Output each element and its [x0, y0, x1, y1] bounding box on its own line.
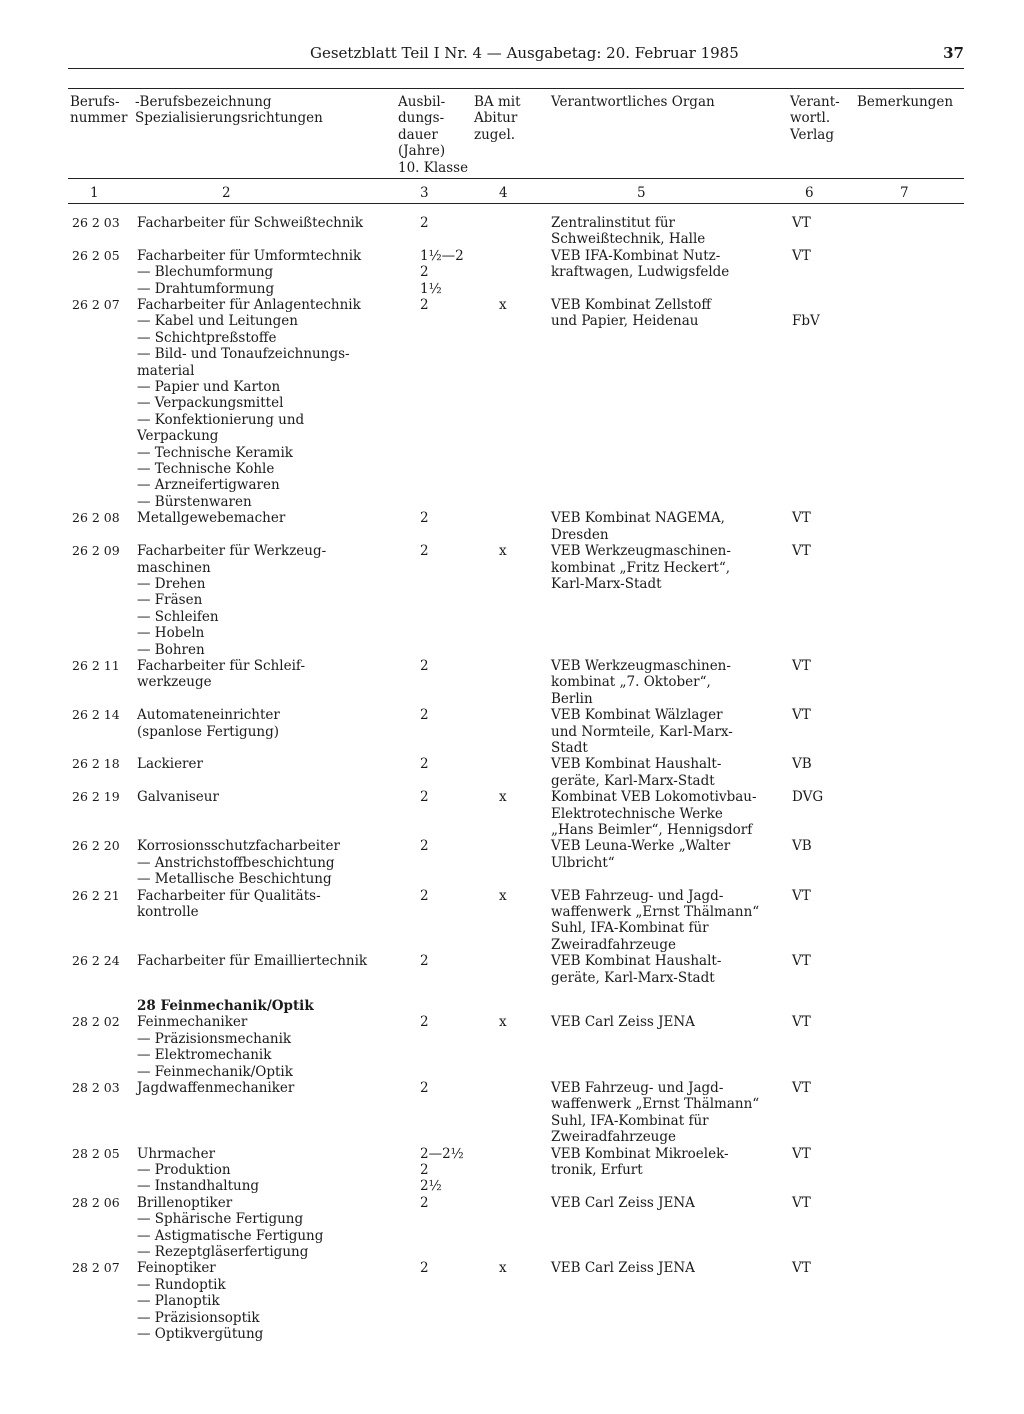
- verantwortliches-organ-line: VEB Carl Zeiss JENA: [551, 1194, 695, 1211]
- berufsbezeichnung: [137, 543, 407, 658]
- verantwortliches-organ-line: kraftwagen, Ludwigsfelde: [551, 264, 730, 281]
- berufsbezeichnung-line: — Technische Kohle: [137, 461, 275, 478]
- verlag: [792, 888, 847, 904]
- berufsbezeichnung-line: Facharbeiter für Emailliertechnik: [137, 953, 368, 970]
- berufsbezeichnung: [137, 707, 407, 740]
- verantwortliches-organ-line: Suhl, IFA-Kombinat für: [551, 920, 709, 937]
- verantwortliches-organ-line: „Hans Beimler“, Hennigsdorf: [551, 821, 753, 838]
- table-row: [0, 953, 1024, 986]
- abitur-mark: x: [499, 887, 507, 904]
- ausbildungsdauer-line: 2: [420, 215, 429, 231]
- berufsbezeichnung-line: Lackierer: [137, 756, 203, 773]
- ausbildungsdauer-line: 2: [420, 1161, 429, 1178]
- berufsbezeichnung-line: — Sphärische Fertigung: [137, 1211, 304, 1228]
- berufsbezeichnung: [137, 248, 407, 297]
- ausbildungsdauer-line: 2: [420, 297, 429, 314]
- verantwortliches-organ-line: waffenwerk „Ernst Thälmann“: [551, 1096, 760, 1113]
- berufsbezeichnung-line: — Kabel und Leitungen: [137, 313, 298, 330]
- verantwortliches-organ-line: Stadt: [551, 739, 588, 756]
- berufsnummer: 26 2 11: [72, 657, 120, 673]
- verantwortliches-organ-line: kombinat „7. Oktober“,: [551, 674, 711, 691]
- verantwortliches-organ-line: VEB Carl Zeiss JENA: [551, 1014, 695, 1031]
- verlag: [792, 1146, 847, 1162]
- column-header-ausbildungsdauer: Ausbil- dungs- dauer (Jahre) 10. Klasse: [398, 94, 469, 176]
- berufsnummer: 26 2 21: [72, 887, 120, 903]
- verantwortliches-organ-line: VEB Carl Zeiss JENA: [551, 1260, 695, 1277]
- verantwortliches-organ-line: Suhl, IFA-Kombinat für: [551, 1112, 709, 1129]
- verantwortliches-organ: [551, 789, 776, 838]
- berufsbezeichnung-line: — Bild- und Tonaufzeichnungs-: [137, 346, 350, 363]
- verantwortliches-organ-line: VEB Werkzeugmaschinen-: [551, 657, 731, 674]
- ausbildungsdauer: [420, 789, 480, 805]
- column-number: 7: [900, 185, 909, 201]
- verantwortliches-organ: [551, 953, 776, 986]
- verlag-line: VT: [792, 1145, 811, 1162]
- ausbildungsdauer: [420, 543, 480, 559]
- verantwortliches-organ: [551, 215, 776, 248]
- running-title: Gesetzblatt Teil I Nr. 4 — Ausgabetag: 20. Februar 1985: [310, 44, 739, 62]
- berufsbezeichnung-line: kontrolle: [137, 903, 199, 920]
- verlag-line: VT: [792, 1014, 811, 1031]
- berufsbezeichnung: [137, 297, 407, 510]
- ausbildungsdauer-line: 2: [420, 953, 429, 970]
- verantwortliches-organ-line: VEB Leuna-Werke „Walter: [551, 838, 731, 855]
- berufsbezeichnung-line: Verpackung: [137, 428, 219, 445]
- ausbildungsdauer: [420, 1014, 480, 1030]
- berufsnummer: 26 2 24: [72, 953, 120, 969]
- berufsbezeichnung-line: — Fräsen: [137, 592, 203, 609]
- verantwortliches-organ-line: VEB IFA-Kombinat Nutz-: [551, 247, 721, 264]
- verlag-line: DVG: [792, 789, 824, 806]
- berufsbezeichnung-line: — Blechumformung: [137, 264, 274, 281]
- berufsbezeichnung-line: — Arzneifertigwaren: [137, 477, 280, 494]
- abitur-mark: x: [499, 789, 507, 806]
- berufsbezeichnung-line: — Drahtumformung: [137, 280, 275, 297]
- table-row: [0, 1195, 1024, 1261]
- berufsbezeichnung-line: — Optikvergütung: [137, 1326, 264, 1342]
- berufsbezeichnung-line: Korrosionsschutzfacharbeiter: [137, 838, 340, 855]
- verantwortliches-organ-line: waffenwerk „Ernst Thälmann“: [551, 903, 760, 920]
- berufsbezeichnung-line: Automateneinrichter: [137, 707, 280, 724]
- column-number: 1: [90, 185, 99, 201]
- berufsbezeichnung: [137, 1080, 407, 1096]
- abitur-mark: x: [499, 543, 507, 560]
- berufsnummer: 26 2 20: [72, 838, 120, 854]
- verlag-line: VT: [792, 510, 811, 527]
- ausbildungsdauer: [420, 953, 480, 969]
- table-row: [0, 789, 1024, 838]
- berufsbezeichnung-line: Feinmechaniker: [137, 1014, 248, 1031]
- verlag: [792, 510, 847, 526]
- ausbildungsdauer-line: 2: [420, 1014, 429, 1031]
- verantwortliches-organ-line: VEB Kombinat Haushalt-: [551, 953, 722, 970]
- berufsbezeichnung-line: — Präzisionsoptik: [137, 1309, 260, 1326]
- verantwortliches-organ-line: kombinat „Fritz Heckert“,: [551, 559, 731, 576]
- section-heading-row: [0, 998, 1024, 1014]
- table-row: [0, 707, 1024, 756]
- verantwortliches-organ-line: Kombinat VEB Lokomotivbau-: [551, 789, 757, 806]
- column-number: 4: [499, 185, 508, 201]
- berufsbezeichnung-line: — Anstrichstoffbeschichtung: [137, 854, 335, 871]
- verantwortliches-organ-line: VEB Fahrzeug- und Jagd-: [551, 1079, 724, 1096]
- berufsbezeichnung-line: werkzeuge: [137, 674, 212, 691]
- verlag-line: VT: [792, 1260, 811, 1277]
- berufsnummer: 28 2 06: [72, 1194, 120, 1210]
- table-top-rule: [68, 88, 964, 89]
- verantwortliches-organ-line: und Normteile, Karl-Marx-: [551, 723, 733, 740]
- verlag-line: VT: [792, 247, 811, 264]
- verantwortliches-organ-line: Karl-Marx-Stadt: [551, 575, 662, 592]
- ausbildungsdauer: [420, 838, 480, 854]
- verlag-line: VT: [792, 707, 811, 724]
- abitur-mark: x: [499, 1260, 507, 1277]
- table-row: [0, 658, 1024, 707]
- verantwortliches-organ-line: geräte, Karl-Marx-Stadt: [551, 969, 715, 986]
- ausbildungsdauer-line: 2: [420, 264, 429, 281]
- berufsnummer: 28 2 07: [72, 1260, 120, 1276]
- ausbildungsdauer-line: 1½: [420, 280, 442, 297]
- verlag: [792, 838, 847, 854]
- verantwortliches-organ: [551, 888, 776, 954]
- ausbildungsdauer-line: 2: [420, 510, 429, 527]
- berufsbezeichnung-line: Facharbeiter für Anlagentechnik: [137, 297, 361, 314]
- verantwortliches-organ: [551, 1260, 776, 1276]
- table-row: [0, 1014, 1024, 1080]
- verantwortliches-organ: [551, 1080, 776, 1146]
- verantwortliches-organ-line: Elektrotechnische Werke: [551, 805, 723, 822]
- berufsbezeichnung: [137, 658, 407, 691]
- ausbildungsdauer-line: 2: [420, 789, 429, 806]
- ausbildungsdauer: [420, 707, 480, 723]
- berufsbezeichnung-line: — Elektromechanik: [137, 1047, 272, 1064]
- berufsbezeichnung: [137, 838, 407, 887]
- ausbildungsdauer: [420, 658, 480, 674]
- column-number: 2: [222, 185, 231, 201]
- berufsbezeichnung-line: Facharbeiter für Werkzeug-: [137, 543, 327, 560]
- berufsnummer: 28 2 05: [72, 1145, 120, 1161]
- verlag: [792, 248, 847, 264]
- ausbildungsdauer: [420, 1146, 480, 1195]
- column-header-verlag: Verant- wortl. Verlag: [790, 94, 840, 143]
- verantwortliches-organ-line: Dresden: [551, 526, 609, 543]
- berufsbezeichnung: [137, 888, 407, 921]
- berufsbezeichnung-line: material: [137, 362, 195, 379]
- verantwortliches-organ: [551, 756, 776, 789]
- verantwortliches-organ-line: Ulbricht“: [551, 854, 615, 871]
- berufsbezeichnung: [137, 953, 407, 969]
- berufsbezeichnung: [137, 756, 407, 772]
- berufsbezeichnung-line: — Produktion: [137, 1161, 231, 1178]
- column-number-rule: [68, 203, 964, 204]
- berufsbezeichnung-line: — Bürstenwaren: [137, 493, 252, 510]
- berufsbezeichnung-line: — Papier und Karton: [137, 379, 281, 396]
- ausbildungsdauer-line: 2: [420, 1194, 429, 1211]
- table-row: [0, 248, 1024, 297]
- column-number: 5: [637, 185, 646, 201]
- verlag: [792, 215, 847, 231]
- ausbildungsdauer-line: 2: [420, 838, 429, 855]
- verlag: [792, 658, 847, 674]
- verantwortliches-organ-line: tronik, Erfurt: [551, 1161, 643, 1178]
- ausbildungsdauer-line: 2: [420, 543, 429, 560]
- verlag: [792, 1014, 847, 1030]
- verantwortliches-organ: [551, 297, 776, 330]
- berufsbezeichnung-line: — Rundoptik: [137, 1276, 226, 1293]
- verlag: [792, 543, 847, 559]
- header-rule: [68, 68, 964, 69]
- verlag-line: FbV: [792, 313, 820, 330]
- berufsbezeichnung: [137, 215, 407, 231]
- verlag-line: VT: [792, 657, 811, 674]
- column-header-berufsnummer: Berufs- nummer: [70, 94, 128, 127]
- verantwortliches-organ: [551, 838, 776, 871]
- verlag-line: [792, 297, 847, 313]
- table-row: [0, 888, 1024, 954]
- verlag-line: VT: [792, 1194, 811, 1211]
- berufsbezeichnung-line: Facharbeiter für Qualitäts-: [137, 887, 321, 904]
- ausbildungsdauer-line: 2: [420, 1079, 429, 1096]
- verlag-line: VT: [792, 543, 811, 560]
- verlag: [792, 953, 847, 969]
- berufsnummer: 26 2 03: [72, 215, 120, 230]
- ausbildungsdauer-line: 2: [420, 756, 429, 773]
- ausbildungsdauer: [420, 756, 480, 772]
- verantwortliches-organ: [551, 658, 776, 707]
- verlag-line: VB: [792, 756, 812, 773]
- verlag: [792, 297, 847, 330]
- berufsbezeichnung-line: Facharbeiter für Schweißtechnik: [137, 215, 364, 231]
- ausbildungsdauer: [420, 1260, 480, 1276]
- berufsnummer: 26 2 18: [72, 756, 120, 772]
- berufsbezeichnung-line: — Drehen: [137, 575, 206, 592]
- page-number: 37: [943, 44, 964, 62]
- verantwortliches-organ-line: Berlin: [551, 690, 593, 707]
- verantwortliches-organ-line: VEB Kombinat Mikroelek-: [551, 1145, 729, 1162]
- table-row: [0, 297, 1024, 510]
- column-number: 3: [420, 185, 429, 201]
- berufsnummer: 26 2 19: [72, 789, 120, 805]
- page-header: [68, 45, 964, 67]
- table-row: [0, 1080, 1024, 1146]
- berufsbezeichnung: [137, 1195, 407, 1261]
- berufsbezeichnung-line: Facharbeiter für Umformtechnik: [137, 247, 362, 264]
- ausbildungsdauer-line: 2: [420, 887, 429, 904]
- berufsbezeichnung-line: Brillenoptiker: [137, 1194, 233, 1211]
- table-row: [0, 1260, 1024, 1342]
- berufsnummer: 26 2 05: [72, 247, 120, 263]
- verlag-line: VT: [792, 887, 811, 904]
- ausbildungsdauer: [420, 297, 480, 313]
- berufsbezeichnung-line: Uhrmacher: [137, 1145, 216, 1162]
- header-bottom-rule: [68, 178, 964, 179]
- abitur-mark: x: [499, 1014, 507, 1031]
- column-header-bemerkungen: Bemerkungen: [857, 94, 954, 110]
- verlag: [792, 756, 847, 772]
- berufsbezeichnung-line: (spanlose Fertigung): [137, 723, 279, 740]
- verantwortliches-organ-line: geräte, Karl-Marx-Stadt: [551, 772, 715, 789]
- verlag: [792, 1260, 847, 1276]
- verlag: [792, 789, 847, 805]
- verantwortliches-organ-line: VEB Werkzeugmaschinen-: [551, 543, 731, 560]
- verantwortliches-organ-line: VEB Fahrzeug- und Jagd-: [551, 887, 724, 904]
- verlag-line: VT: [792, 953, 811, 970]
- berufsbezeichnung-line: — Hobeln: [137, 625, 205, 642]
- ausbildungsdauer: [420, 510, 480, 526]
- verantwortliches-organ-line: VEB Kombinat Zellstoff: [551, 297, 711, 314]
- table-row: [0, 756, 1024, 789]
- berufsbezeichnung: [137, 1146, 407, 1195]
- verantwortliches-organ: [551, 1195, 776, 1211]
- verlag: [792, 1080, 847, 1096]
- berufsnummer: 26 2 08: [72, 510, 120, 526]
- berufsbezeichnung-line: maschinen: [137, 559, 211, 576]
- verlag-line: VB: [792, 838, 812, 855]
- berufsbezeichnung: [137, 789, 407, 805]
- verlag-line: VT: [792, 215, 811, 231]
- ausbildungsdauer-line: 2—2½: [420, 1145, 464, 1162]
- berufsbezeichnung-line: — Schichtpreßstoffe: [137, 329, 277, 346]
- column-header-organ: Verantwortliches Organ: [551, 94, 715, 110]
- berufsbezeichnung-line: Feinoptiker: [137, 1260, 216, 1277]
- ausbildungsdauer-line: 2½: [420, 1178, 442, 1195]
- berufsbezeichnung-line: Metallgewebemacher: [137, 510, 286, 527]
- berufsbezeichnung-line: — Verpackungsmittel: [137, 395, 284, 412]
- verantwortliches-organ: [551, 1014, 776, 1030]
- verantwortliches-organ: [551, 707, 776, 756]
- column-header-berufsbezeichnung: -Berufsbezeichnung Spezialisierungsrichtungen: [135, 94, 323, 127]
- ausbildungsdauer: [420, 248, 480, 297]
- berufsbezeichnung-line: — Technische Keramik: [137, 444, 293, 461]
- berufsbezeichnung-line: — Instandhaltung: [137, 1178, 260, 1195]
- verlag-line: VT: [792, 1079, 811, 1096]
- ausbildungsdauer-line: 1½—2: [420, 247, 464, 264]
- berufsbezeichnung-line: — Astigmatische Fertigung: [137, 1227, 324, 1244]
- ausbildungsdauer: [420, 1195, 480, 1211]
- verantwortliches-organ: [551, 1146, 776, 1179]
- berufsbezeichnung-line: — Präzisionsmechanik: [137, 1030, 292, 1047]
- verantwortliches-organ-line: VEB Kombinat Wälzlager: [551, 707, 723, 724]
- berufsbezeichnung-line: — Rezeptgläserfertigung: [137, 1243, 309, 1260]
- column-header-abitur: BA mit Abitur zugel.: [474, 94, 521, 143]
- berufsnummer: 28 2 02: [72, 1014, 120, 1030]
- verantwortliches-organ: [551, 543, 776, 592]
- berufsbezeichnung-line: — Schleifen: [137, 608, 219, 625]
- berufsnummer: 28 2 03: [72, 1079, 120, 1095]
- verantwortliches-organ-line: Zweiradfahrzeuge: [551, 936, 677, 953]
- berufsbezeichnung-line: Facharbeiter für Schleif-: [137, 657, 306, 674]
- verantwortliches-organ-line: Schweißtechnik, Halle: [551, 231, 706, 248]
- berufsbezeichnung: [137, 1260, 407, 1342]
- berufsbezeichnung-line: Galvaniseur: [137, 789, 219, 806]
- berufsnummer: 26 2 07: [72, 297, 120, 313]
- verlag: [792, 707, 847, 723]
- verantwortliches-organ-line: und Papier, Heidenau: [551, 313, 699, 330]
- abitur-mark: x: [499, 297, 507, 314]
- berufsbezeichnung-line: — Konfektionierung und: [137, 411, 305, 428]
- berufsbezeichnung-line: — Metallische Beschichtung: [137, 871, 332, 888]
- berufsbezeichnung: [137, 1014, 407, 1080]
- ausbildungsdauer-line: 2: [420, 1260, 429, 1277]
- ausbildungsdauer: [420, 215, 480, 231]
- column-number: 6: [805, 185, 814, 201]
- table-row: [0, 510, 1024, 543]
- verantwortliches-organ-line: VEB Kombinat NAGEMA,: [551, 510, 725, 527]
- ausbildungsdauer: [420, 888, 480, 904]
- table-row: [0, 543, 1024, 658]
- ausbildungsdauer-line: 2: [420, 657, 429, 674]
- table-row: [0, 1146, 1024, 1195]
- berufsbezeichnung-line: — Feinmechanik/Optik: [137, 1063, 293, 1080]
- verlag: [792, 1195, 847, 1211]
- ausbildungsdauer-line: 2: [420, 707, 429, 724]
- verantwortliches-organ: [551, 510, 776, 543]
- berufsbezeichnung-line: — Planoptik: [137, 1293, 220, 1310]
- berufsnummer: 26 2 09: [72, 543, 120, 559]
- ausbildungsdauer: [420, 1080, 480, 1096]
- berufsbezeichnung-line: Jagdwaffenmechaniker: [137, 1079, 295, 1096]
- verantwortliches-organ-line: Zweiradfahrzeuge: [551, 1129, 677, 1146]
- table-row: [0, 215, 1024, 248]
- section-heading: 28 Feinmechanik/Optik: [137, 997, 314, 1014]
- berufsbezeichnung-line: — Bohren: [137, 641, 205, 658]
- verantwortliches-organ-line: Zentralinstitut für: [551, 215, 675, 231]
- table-row: [0, 838, 1024, 887]
- berufsnummer: 26 2 14: [72, 707, 120, 723]
- verantwortliches-organ: [551, 248, 776, 281]
- verantwortliches-organ-line: VEB Kombinat Haushalt-: [551, 756, 722, 773]
- berufsbezeichnung: [137, 510, 407, 526]
- table-body: [0, 215, 1024, 1342]
